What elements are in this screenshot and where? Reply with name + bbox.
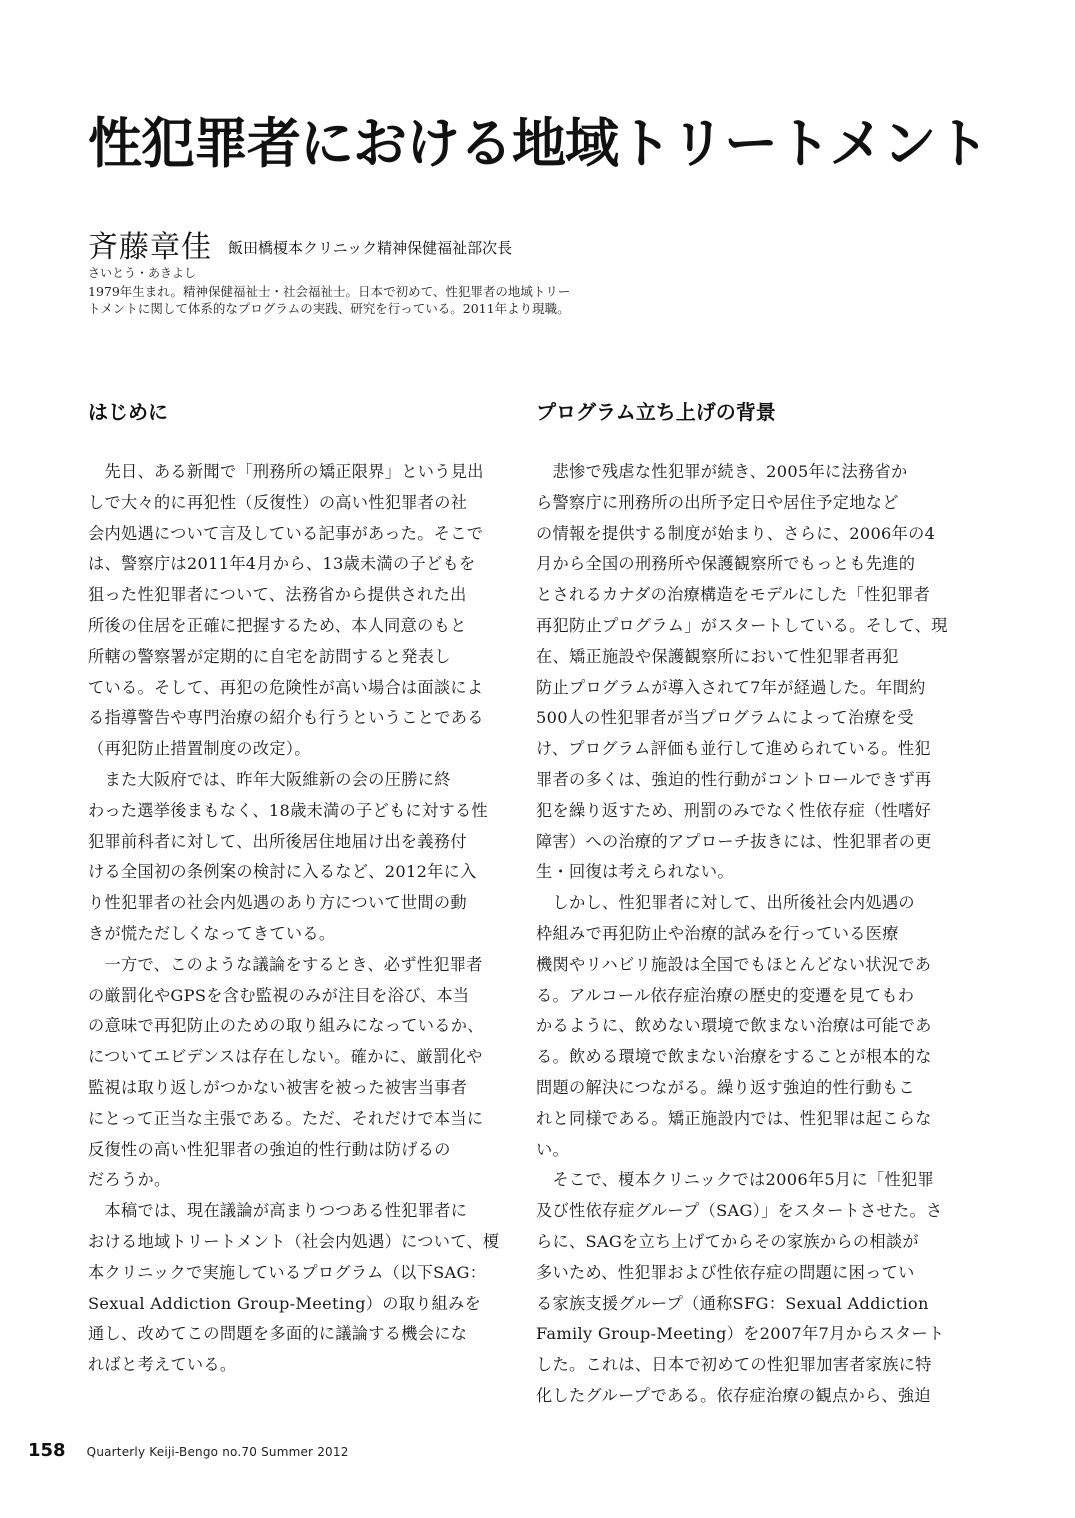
author-bio	[88, 283, 628, 317]
text-line: らに、SAGを立ち上げてからその家族からの相談が	[536, 1231, 919, 1251]
text-line: 先日、ある新聞で「刑務所の矯正限界」という見出	[88, 462, 484, 481]
text-line: 罪者の多くは、強迫的性行動がコントロールできず再	[536, 769, 932, 789]
introduction-body	[88, 457, 503, 1381]
text-line: 犯罪前科者に対して、出所後居住地届け出を義務付	[88, 831, 467, 851]
author-name-reading: さいとう・あきよし	[88, 266, 197, 280]
text-line: 本稿では、現在議論が高まりつつある性犯罪者に	[88, 1201, 468, 1221]
author-line	[88, 222, 512, 266]
text-line: ける全国初の条例案の検討に入るなど、2012年に入	[88, 862, 477, 882]
page-number: 158	[28, 1440, 66, 1461]
text-line: 一方で、このような議論をするとき、必ず性犯罪者	[88, 954, 483, 974]
text-line: の情報を提供する制度が始まり、さらに、2006年の4	[536, 523, 936, 543]
text-line: 所轄の警察署が定期的に自宅を訪問すると発表し	[88, 646, 451, 666]
text-line: 悲惨で残虐な性犯罪が続き、2005年に法務省か	[536, 462, 908, 481]
text-line: け、プログラム評価も並行して進められている。性犯	[536, 739, 931, 759]
text-line: 再犯防止プログラム」がスタートしている。そして、現	[536, 615, 948, 635]
text-line: 多いため、性犯罪および性依存症の問題に困ってい	[536, 1262, 915, 1282]
text-line: わった選挙後まもなく、18歳未満の子どもに対する性	[88, 800, 488, 820]
right-column	[536, 395, 951, 1412]
text-line: は、警察庁は2011年4月から、13歳未満の子どもを	[88, 554, 476, 574]
text-line: 狙った性犯罪者について、法務省から提供された出	[88, 585, 467, 605]
text-line: の厳罰化やGPSを含む監視のみが注目を浴び、本当	[88, 985, 470, 1005]
text-line: 化したグループである。依存症治療の観点から、強迫	[536, 1385, 931, 1405]
text-line: 問題の解決につながる。繰り返す強迫的性行動もこ	[536, 1077, 915, 1097]
text-line: また大阪府では、昨年大阪維新の会の圧勝に終	[88, 769, 451, 789]
text-line: 通し、改めてこの問題を多面的に議論する機会にな	[88, 1324, 468, 1344]
text-line: 及び性依存症グループ（SAG）」をスタートさせた。さ	[536, 1201, 943, 1221]
text-line: した。これは、日本で初めての性犯罪加害者家族に特	[536, 1355, 932, 1375]
text-line: 枠組みで再犯防止や治療的試みを行っている医療	[536, 923, 899, 943]
text-line: Sexual Addiction Group-Meeting）の取り組みを	[88, 1293, 482, 1313]
text-line: きが慌ただしくなってきている。	[88, 923, 336, 943]
text-line: ればと考えている。	[88, 1355, 237, 1375]
text-line: 在、矯正施設や保護観察所において性犯罪者再犯	[536, 646, 899, 666]
text-line: 会内処遇について言及している記事があった。そこで	[88, 523, 484, 543]
section-heading-introduction: はじめに	[88, 400, 168, 424]
text-line: る。アルコール依存症治療の歴史的変遷を見てもわ	[536, 985, 915, 1005]
background-body	[536, 457, 951, 1412]
text-line: 防止プログラムが導入されて7年が経過した。年間約	[536, 677, 926, 697]
text-line: 機関やリハビリ施設は全国でもほとんどない状況であ	[536, 954, 932, 974]
text-line: る指導警告や専門治療の紹介も行うということである	[88, 708, 484, 728]
text-line: 犯を繰り返すため、刑罰のみでなく性依存症（性嗜好	[536, 800, 932, 820]
text-line: かるように、飲めない環境で飲まない治療は可能であ	[536, 1016, 932, 1036]
text-line: 障害）への治療的アプローチ抜きには、性犯罪者の更	[536, 831, 932, 851]
text-line: そこで、榎本クリニックでは2006年5月に「性犯罪	[536, 1170, 934, 1190]
text-line: にとって正当な主張である。ただ、それだけで本当に	[88, 1108, 484, 1128]
section-heading-background: プログラム立ち上げの背景	[536, 400, 776, 424]
text-line: り性犯罪者の社会内処遇のあり方について世間の動	[88, 893, 467, 913]
text-line: い。	[536, 1139, 569, 1159]
journal-name: Quarterly Keiji-Bengo no.70 Summer 2012	[86, 1445, 349, 1459]
text-line: 所後の住居を正確に把握するため、本人同意のもと	[88, 615, 467, 635]
author-affiliation: 飯田橋榎本クリニック精神保健福祉部次長	[228, 239, 513, 257]
text-line: る。飲める環境で飲まない治療をすることが根本的な	[536, 1047, 932, 1067]
author-name: 斉藤章佳	[88, 230, 212, 265]
text-line: ている。そして、再犯の危険性が高い場合は面談によ	[88, 677, 484, 697]
page-footer	[28, 1440, 349, 1466]
left-column	[88, 395, 503, 1381]
text-line: しで大々的に再犯性（反復性）の高い性犯罪者の社	[88, 492, 468, 512]
text-line: 生・回復は考えられない。	[536, 862, 734, 882]
text-line: 500人の性犯罪者が当プログラムによって治療を受	[536, 708, 914, 728]
text-line: おける地域トリートメント（社会内処遇）について、榎	[88, 1231, 500, 1251]
text-line: る家族支援グループ（通称SFG：Sexual Addiction	[536, 1293, 929, 1313]
article-title: 性犯罪者における地域トリートメント	[88, 112, 989, 175]
text-line: の意味で再犯防止のための取り組みになっているか、	[88, 1016, 484, 1036]
text-line: 監視は取り返しがつかない被害を被った被害当事者	[88, 1077, 468, 1097]
text-line: とされるカナダの治療構造をモデルにした「性犯罪者	[536, 585, 931, 605]
text-line: ら警察庁に刑務所の出所予定日や居住予定地など	[536, 492, 899, 512]
text-line: 反復性の高い性犯罪者の強迫的性行動は防げるの	[88, 1139, 451, 1159]
text-line: （再犯防止措置制度の改定）。	[88, 739, 311, 759]
text-line: についてエビデンスは存在しない。確かに、厳罰化や	[88, 1047, 483, 1067]
bio-line: トメントに関して体系的なプログラムの実践、研究を行っている。2011年より現職。	[88, 301, 570, 316]
text-line: だろうか。	[88, 1170, 171, 1190]
bio-line: 1979年生まれ。精神保健福祉士・社会福祉士。日本で初めて、性犯罪者の地域トリー	[88, 284, 571, 299]
text-line: 月から全国の刑務所や保護観察所でもっとも先進的	[536, 554, 916, 574]
text-line: れと同様である。矯正施設内では、性犯罪は起こらな	[536, 1108, 932, 1128]
text-line: Family Group-Meeting）を2007年7月からスタート	[536, 1324, 945, 1344]
text-line: 本クリニックで実施しているプログラム（以下SAG：	[88, 1262, 487, 1282]
text-line: しかし、性犯罪者に対して、出所後社会内処遇の	[536, 893, 915, 913]
